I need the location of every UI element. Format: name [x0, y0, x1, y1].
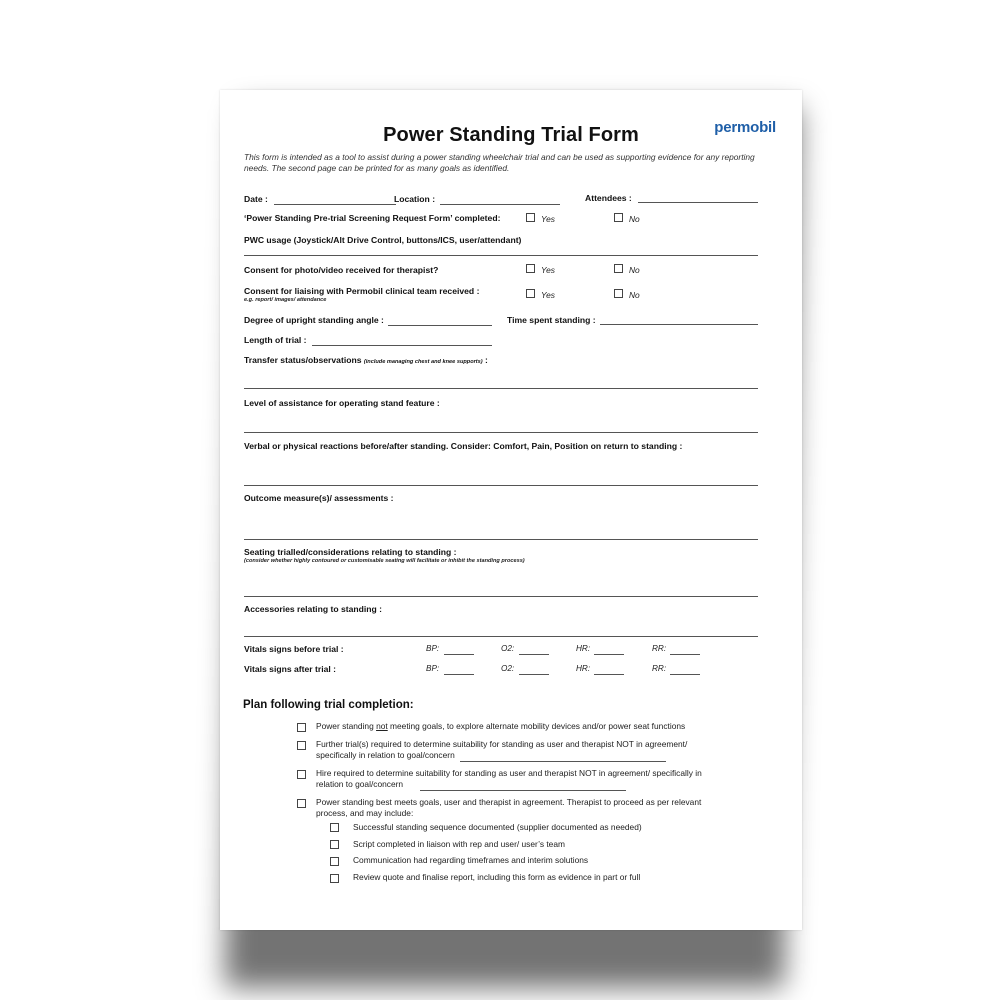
consent-photo-no-checkbox[interactable] [614, 264, 623, 273]
vitals-after-o2-field[interactable] [519, 674, 549, 675]
plan-item-1-checkbox[interactable] [297, 723, 306, 732]
sub-item-3-checkbox[interactable] [330, 857, 339, 866]
plan-item-1-text-b: meeting goals, to explore alternate mobility devices and/or power seat functions [387, 721, 686, 731]
screening-no-checkbox[interactable] [614, 213, 623, 222]
standing-angle-label: Degree of upright standing angle : [244, 315, 384, 325]
attendees-label: Attendees : [585, 193, 632, 203]
seating-field[interactable] [244, 596, 758, 597]
sub-item-2: Script completed in liaison with rep and user/ user’s team [353, 839, 565, 849]
vitals-before-o2-field[interactable] [519, 654, 549, 655]
attendees-field[interactable] [638, 202, 758, 203]
transfer-status-field[interactable] [244, 388, 758, 389]
screening-no-label: No [629, 214, 640, 224]
form-page [220, 90, 802, 930]
plan-item-3-line-1: Hire required to determine suitability for standing as user and therapist NOT in agreement/ specifically in [316, 768, 702, 778]
location-label: Location : [394, 194, 436, 204]
vitals-before-label: Vitals signs before trial : [244, 644, 344, 654]
sub-item-1: Successful standing sequence documented (supplier documented as needed) [353, 822, 642, 832]
accessories-field[interactable] [244, 636, 758, 637]
outcome-field[interactable] [244, 539, 758, 540]
plan-item-2-line-1: Further trial(s) required to determine suitability for standing as user and therapist NOT in agreement/ [316, 739, 688, 749]
vitals-before-bp-field[interactable] [444, 654, 474, 655]
vitals-after-o2-label: O2: [501, 664, 515, 673]
vitals-before-hr-label: HR: [576, 644, 591, 653]
plan-item-2-goal-field[interactable] [460, 761, 666, 762]
sub-item-4: Review quote and finalise report, including this form as evidence in part or full [353, 872, 641, 882]
standing-angle-field[interactable] [388, 325, 492, 326]
consent-photo-no-label: No [629, 265, 640, 275]
screening-yes-label: Yes [541, 214, 555, 224]
sub-item-2-checkbox[interactable] [330, 840, 339, 849]
trial-length-label: Length of trial : [244, 335, 307, 345]
consent-liaise-no-checkbox[interactable] [614, 289, 623, 298]
plan-item-3-line-2: relation to goal/concern [316, 779, 404, 789]
accessories-label: Accessories relating to standing : [244, 604, 383, 614]
screening-yes-checkbox[interactable] [526, 213, 535, 222]
outcome-label: Outcome measure(s)/ assessments : [244, 493, 394, 503]
seating-label: Seating trialled/considerations relating to standing : [244, 547, 457, 557]
vitals-after-rr-field[interactable] [670, 674, 700, 675]
plan-item-4-line-1: Power standing best meets goals, user and therapist in agreement. Therapist to proceed as per relevant [316, 797, 702, 807]
plan-item-1 [316, 721, 685, 732]
vitals-after-bp-label: BP: [426, 664, 440, 673]
sub-item-4-checkbox[interactable] [330, 874, 339, 883]
consent-photo-label: Consent for photo/video received for therapist? [244, 265, 439, 275]
consent-liaise-yes-checkbox[interactable] [526, 289, 535, 298]
consent-liaise-no-label: No [629, 290, 640, 300]
sub-item-3: Communication had regarding timeframes and interim solutions [353, 855, 589, 865]
transfer-status-sublabel: (include managing chest and knee supports) [363, 359, 483, 365]
vitals-after-rr-label: RR: [652, 664, 667, 673]
vitals-before-o2-label: O2: [501, 644, 515, 653]
vitals-after-label: Vitals signs after trial : [244, 664, 337, 674]
reactions-label: Verbal or physical reactions before/after standing. Consider: Comfort, Pain, Position on return to standing : [244, 441, 683, 451]
pwc-usage-field[interactable] [244, 255, 758, 256]
vitals-before-rr-field[interactable] [670, 654, 700, 655]
vitals-after-hr-label: HR: [576, 664, 591, 673]
transfer-status-label [244, 355, 488, 365]
consent-photo-yes-label: Yes [541, 265, 555, 275]
date-label: Date : [244, 194, 268, 204]
plan-item-3-goal-field[interactable] [420, 790, 626, 791]
consent-liaise-yes-label: Yes [541, 290, 555, 300]
plan-item-1-text-a: Power standing [316, 721, 377, 731]
vitals-before-bp-label: BP: [426, 644, 440, 653]
time-standing-field[interactable] [600, 324, 758, 325]
plan-item-2-checkbox[interactable] [297, 741, 306, 750]
time-standing-label: Time spent standing : [507, 315, 596, 325]
consent-liaise-label: Consent for liaising with Permobil clinical team received : [244, 286, 480, 296]
sub-item-1-checkbox[interactable] [330, 823, 339, 832]
vitals-before-rr-label: RR: [652, 644, 667, 653]
assistance-label: Level of assistance for operating stand feature : [244, 398, 440, 408]
transfer-status-colon: : [485, 355, 488, 365]
location-field[interactable] [440, 204, 560, 205]
plan-item-2-line-2: specifically in relation to goal/concern [316, 750, 455, 760]
transfer-status-text: Transfer status/observations [244, 355, 362, 365]
consent-photo-yes-checkbox[interactable] [526, 264, 535, 273]
consent-liaise-sublabel: e.g. report/ images/ attendance [244, 297, 327, 303]
vitals-after-bp-field[interactable] [444, 674, 474, 675]
plan-item-3-checkbox[interactable] [297, 770, 306, 779]
pwc-usage-label: PWC usage (Joystick/Alt Drive Control, buttons/ICS, user/attendant) [244, 235, 522, 245]
assistance-field[interactable] [244, 432, 758, 433]
permobil-logo: permobil [714, 119, 776, 136]
plan-item-4-checkbox[interactable] [297, 799, 306, 808]
vitals-after-hr-field[interactable] [594, 674, 624, 675]
reactions-field[interactable] [244, 485, 758, 486]
form-intro: This form is intended as a tool to assist during a power standing wheelchair trial and can be used as supporting evidence for any reporting needs. The second page can be printed for as many goals as identified. [244, 152, 755, 173]
plan-item-4-line-2: process, and may include: [316, 808, 414, 818]
plan-item-1-not: not [376, 721, 388, 731]
trial-length-field[interactable] [312, 345, 492, 346]
screening-label: ‘Power Standing Pre-trial Screening Request Form’ completed: [244, 213, 501, 223]
date-field[interactable] [274, 204, 396, 205]
seating-sublabel: (consider whether highly contoured or customisable seating will facilitate or inhibit the standing process) [244, 558, 525, 564]
plan-heading: Plan following trial completion: [243, 699, 414, 711]
vitals-before-hr-field[interactable] [594, 654, 624, 655]
form-title: Power Standing Trial Form [383, 124, 639, 146]
